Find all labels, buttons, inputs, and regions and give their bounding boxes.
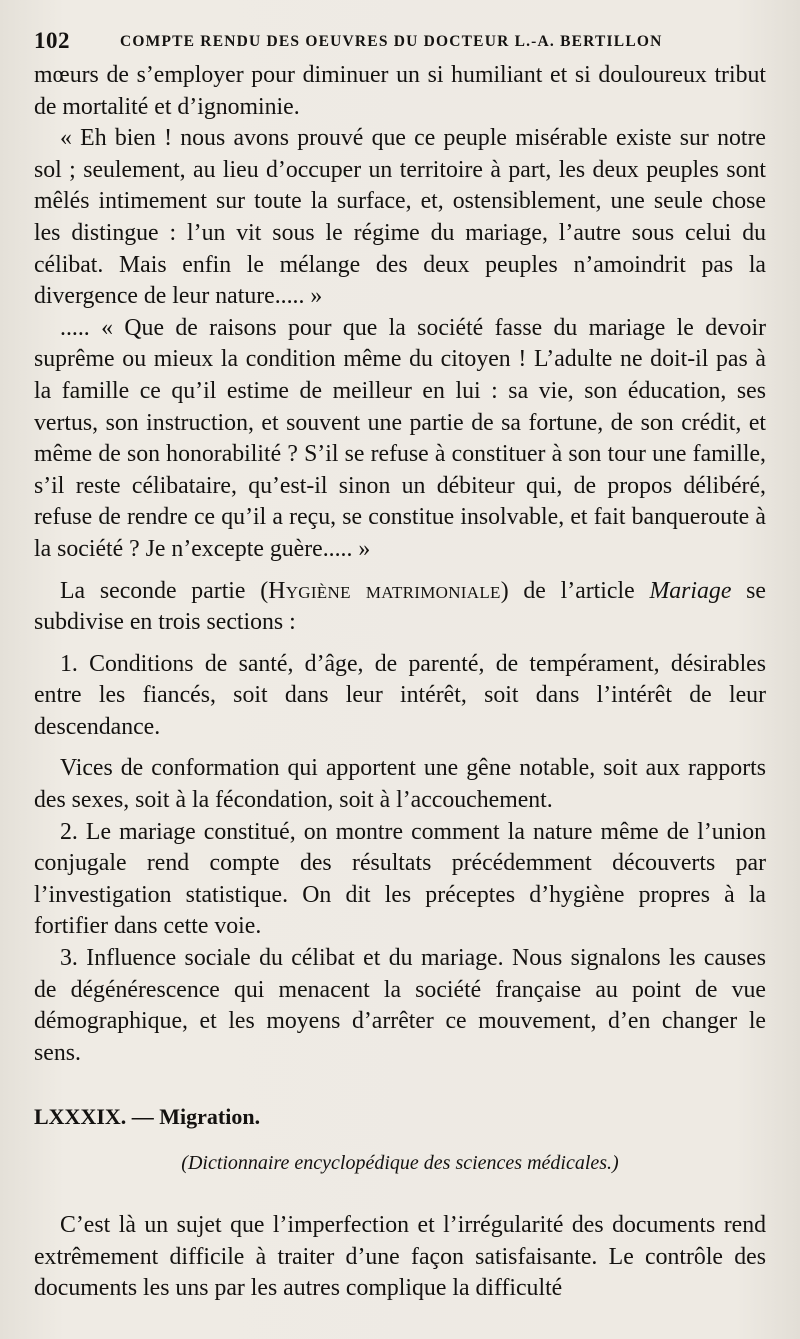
migration-paragraph: C’est là un sujet que l’imperfection et l’irrégularité des documents rend extrêmement difficile à traiter d’une façon satisfaisante. Le contrôle des documents les uns par les autres complique la difficulté — [34, 1212, 766, 1302]
page-number: 102 — [34, 28, 70, 53]
paragraph-gap — [34, 639, 766, 649]
section-item-2: 2. Le mariage constitué, on montre comment la nature même de l’union conjugale rend compte des résultats précédemment découverts par l’investigation statistique. On dit les préceptes d’hygiène propres à la fortifier dans cette voie. — [34, 818, 766, 940]
section-item-1: 1. Conditions de santé, d’âge, de parenté, de tempérament, désirables entre les fiancés, soit dans leur intérêt, soit dans l’intérêt de leur descendance. — [34, 650, 766, 740]
paragraph-second-part-text-a: La seconde partie ( — [60, 577, 269, 604]
section-item-3: 3. Influence sociale du célibat et du mariage. Nous signalons les causes de dégénérescence qui menacent la société française au point de vue démographique, et les moyens d’arrêter ce mouvement, d’en changer le sens. — [34, 945, 766, 1066]
paragraph-continuation: mœurs de s’employer pour diminuer un si humiliant et si douloureux tribut de mortalité et d’ignominie. — [34, 62, 766, 120]
paragraph-gap — [34, 743, 766, 753]
paragraph-second-part-text-c: se subdivise en trois sections : — [34, 577, 766, 636]
paragraph-quotation-1: « Eh bien ! nous avons prouvé que ce peuple misérable existe sur notre sol ; seulement, au lieu d’occuper un territoire à part, les deux peuples sont mêlés intimement sur toute la surface, et, ostensiblement, une seule chose les distingue : l’un vit sous le régime du mariage, l’autre sous celui du célibat. Mais enfin le mélange des deux peuples n’amoindrit pas la divergence de leur nature..... » — [34, 125, 766, 310]
paragraph-second-part-text-b: ) de l’article — [500, 577, 650, 604]
section-item-1-subparagraph: Vices de conformation qui apportent une gêne notable, soit aux rapports des sexes, soit à la fécondation, soit à l’accouchement. — [34, 755, 766, 814]
section-heading-migration: LXXXIX. — Migration. — [34, 1104, 261, 1129]
article-title-mariage: Mariage — [649, 577, 732, 604]
section-source-citation: (Dictionnaire encyclopédique des sciences médicales.) — [181, 1152, 619, 1174]
hygiene-matrimoniale-title: Hygiène matrimoniale — [268, 577, 501, 604]
migration-text — [34, 1210, 766, 1305]
paragraph-second-part — [34, 576, 766, 639]
page-header — [34, 28, 694, 58]
paragraph-gap — [34, 566, 766, 576]
running-title: COMPTE RENDU DES OEUVRES DU DOCTEUR L.-A. BERTILLON — [120, 33, 663, 50]
paragraph-quotation-2: ..... « Que de raisons pour que la société fasse du mariage le devoir suprême ou mieux la condition même du citoyen ! L’adulte ne doit-il pas à la famille ce qu’il estime de meilleur en lui : sa vie, son éducation, ses vertus, son instruction, et souvent une partie de sa fortune, de son crédit, et même de son honorabilité ? S’il se refuse à constituer à son tour une famille, s’il reste célibataire, qu’est-il sinon un débiteur qui, de propos délibéré, refuse de rendre ce qu’il a reçu, se constitue insolvable, et fait banqueroute à la société ? Je n’excepte guère..... » — [34, 314, 766, 562]
main-text — [34, 60, 766, 1069]
